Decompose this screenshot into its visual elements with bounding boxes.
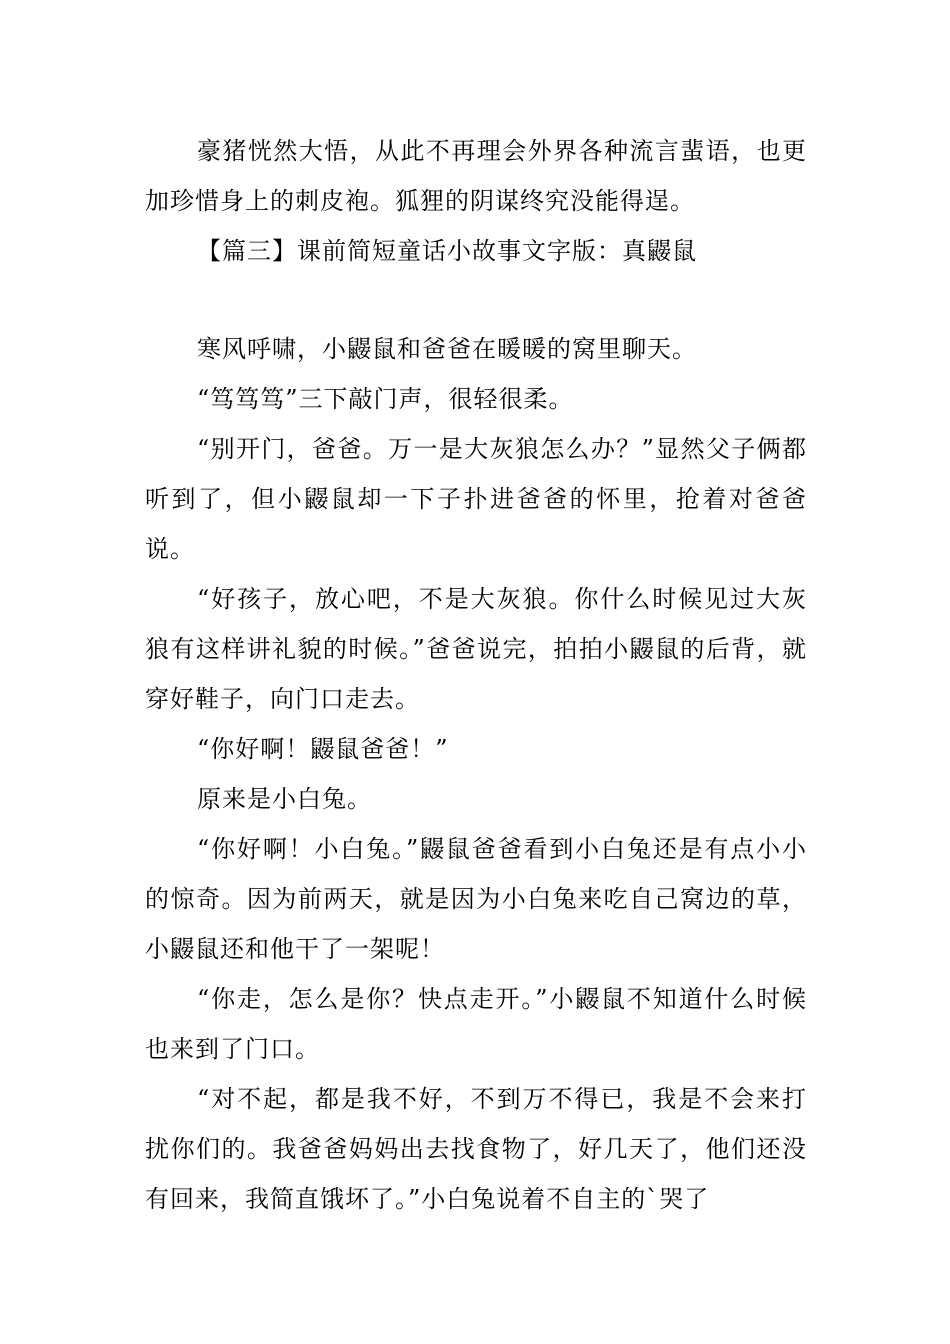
paragraph: “笃笃笃”三下敲门声，很轻很柔。 (197, 385, 574, 413)
paragraph: 寒风呼啸，小鼹鼠和爸爸在暖暖的窝里聊天。 (197, 335, 697, 363)
paragraph: “你好啊！小白兔。”鼹鼠爸爸看到小白兔还是有点小小的惊奇。因为前两天，就是因为小白兔来吃自己窝边的草，小鼹鼠还和他干了一架呢！ (145, 835, 807, 963)
paragraph: “你走，怎么是你？快点走开。”小鼹鼠不知道什么时候也来到了门口。 (145, 985, 807, 1063)
paragraph: “对不起，都是我不好，不到万不得已，我是不会来打扰你们的。我爸爸妈妈出去找食物了，好几天了，他们还没有回来，我简直饿坏了。”小白兔说着不自主的`哭了 (145, 1085, 807, 1213)
paragraph-porcupine-ending: 豪猪恍然大悟，从此不再理会外界各种流言蜚语，也更加珍惜身上的刺皮袍。狐狸的阴谋终究没能得逞。 (145, 137, 807, 215)
paragraph: “好孩子，放心吧，不是大灰狼。你什么时候见过大灰狼有这样讲礼貌的时候。”爸爸说完，拍拍小鼹鼠的后背，就穿好鞋子，向门口走去。 (145, 585, 807, 713)
paragraph: “你好啊！鼹鼠爸爸！” (197, 735, 449, 763)
paragraph: “别开门，爸爸。万一是大灰狼怎么办？”显然父子俩都听到了，但小鼹鼠却一下子扑进爸爸的怀里，抢着对爸爸说。 (145, 435, 807, 563)
blank-line (145, 276, 807, 324)
document-body (145, 126, 807, 1224)
section-heading: 【篇三】课前简短童话小故事文字版：真鼹鼠 (197, 237, 697, 265)
paragraph: 原来是小白兔。 (197, 785, 372, 813)
